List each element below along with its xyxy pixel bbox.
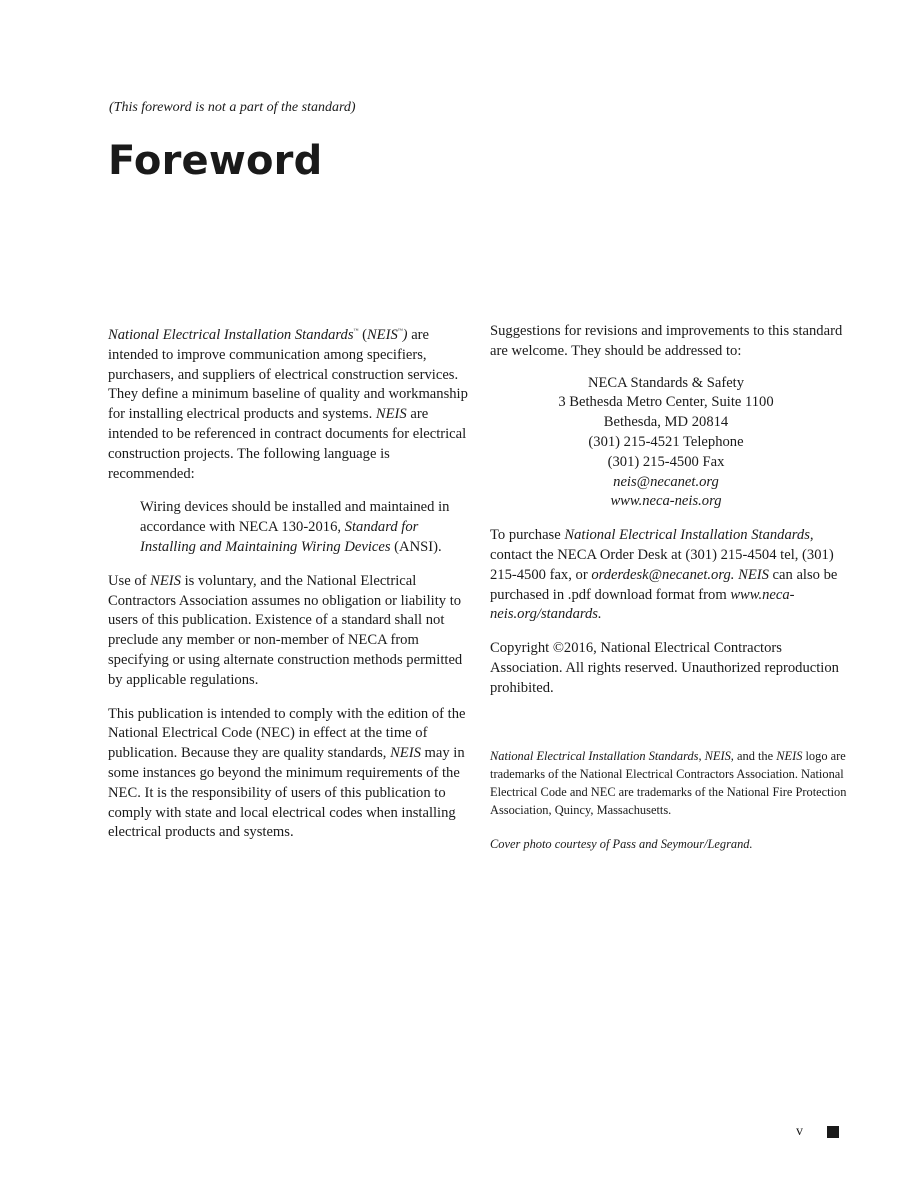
- page-footer: [796, 1124, 839, 1140]
- square-bullet-icon: [827, 1126, 839, 1138]
- neis-abbr-3: NEIS: [150, 572, 181, 589]
- voluntary-paragraph: [108, 572, 474, 691]
- trademark-notice: National Electrical Installation Standards, NEIS, and the NEIS logo are trademarks of the National Electrical Contractors Association. National Electrical Code and NEC are trademarks of the National Fire Protection Association, Quincy, Massachusetts.: [490, 748, 847, 817]
- left-column: [108, 322, 474, 843]
- nec-start: This publication is intended to comply with the edition of the National Electrical Code (NEC) in effect at the time of publication. Because they are quality standards,: [108, 705, 466, 762]
- neis-abbr-4: NEIS: [390, 745, 421, 762]
- cover-photo-credit: Cover photo courtesy of Pass and Seymour/Legrand.: [490, 836, 753, 851]
- purchase-paragraph: To purchase National Electrical Installation Standards, contact the NECA Order Desk at (301) 215-4504 tel, (301) 215-4500 fax, or orderdesk@necanet.org. NEIS can also be purchased in .pdf download format from www.neca-neis.org/standards.: [490, 527, 838, 623]
- neis-full-name: National Electrical Installation Standards: [108, 327, 354, 343]
- neis-abbr: NEIS: [366, 327, 398, 343]
- voluntary-start: Use of: [108, 572, 151, 589]
- suggestions-paragraph: Suggestions for revisions and improvements to this standard are welcome. They should be addressed to:: [490, 323, 843, 359]
- nec-compliance-paragraph: [108, 705, 474, 844]
- voluntary-rest: is voluntary, and the National Electrical Contractors Association assumes no obligation or liability to users of this publication. Existence of a standard shall not preclude any member or non-member of NECA from specifying or using alternate construction methods permitted by applicable regulations.: [108, 572, 463, 688]
- address-email: neis@necanet.org: [613, 473, 719, 490]
- trademark-mark-2: ™: [397, 329, 403, 334]
- quote-end: (ANSI).: [390, 538, 442, 555]
- copyright-paragraph: Copyright ©2016, National Electrical Contractors Association. All rights reserved. Unauthorized reproduction prohibited.: [490, 640, 839, 696]
- nec-rest: may in some instances go beyond the minimum requirements of the NEC. It is the responsibility of users of this publication to comply with state and local electrical codes when installing electrical products and systems.: [108, 745, 465, 841]
- address-street: 3 Bethesda Metro Center, Suite 1100: [558, 394, 774, 411]
- right-column: [490, 322, 850, 853]
- close-paren: ): [402, 327, 408, 343]
- page-number: v: [796, 1124, 803, 1139]
- page-title: Foreword: [108, 138, 323, 184]
- standards-url: www.neca-neis.org/standards.: [490, 586, 795, 623]
- open-paren: (: [358, 327, 367, 343]
- neis-abbr-2: NEIS: [375, 406, 407, 423]
- purchase-title: National Electrical Installation Standards,: [564, 527, 814, 544]
- address-city: Bethesda, MD 20814: [603, 414, 729, 431]
- address-website: www.neca-neis.org: [610, 493, 722, 510]
- address-fax: (301) 215-4500 Fax: [607, 453, 725, 470]
- intro-paragraph: [108, 322, 474, 484]
- address-org: NECA Standards & Safety: [587, 374, 745, 391]
- address-block: [490, 374, 850, 513]
- recommended-language-quote: [108, 498, 474, 557]
- foreword-note: (This foreword is not a part of the standard): [109, 100, 356, 115]
- address-phone: (301) 215-4521 Telephone: [588, 433, 744, 450]
- trademark-mark: ™: [353, 329, 359, 334]
- quote-standard-title: Standard for Installing and Maintaining Wiring Devices: [140, 519, 419, 555]
- quote-text: Wiring devices should be installed and maintained in accordance with NECA 130-2016,: [140, 499, 450, 536]
- intro-text-1: are intended to improve communication among specifiers, purchasers, and suppliers of electrical construction services. They define a minimum baseline of quality and workmanship for installing electrical products and systems.: [108, 327, 468, 423]
- order-desk-email: orderdesk@necanet.org.: [591, 566, 735, 583]
- neis-abbr-5: NEIS: [738, 566, 769, 583]
- intro-text-2: are intended to be referenced in contract documents for electrical construction projects. The following language is recommended:: [108, 406, 467, 482]
